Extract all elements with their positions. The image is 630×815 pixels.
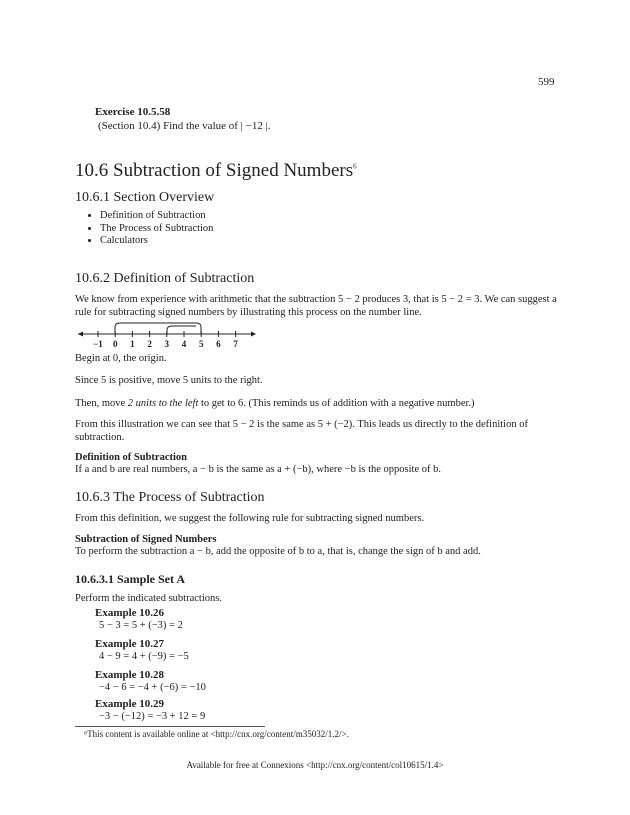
example-math: −3 − (−12) = −3 + 12 = 9 bbox=[99, 711, 206, 722]
number-line-tick-label: 6 bbox=[216, 339, 221, 349]
step-1: Begin at 0, the origin. bbox=[75, 353, 167, 364]
number-line-tick-label: 2 bbox=[147, 339, 152, 349]
overview-item: • Definition of Subtraction bbox=[100, 210, 213, 223]
number-line bbox=[78, 322, 258, 350]
example-label: Example 10.28 bbox=[95, 669, 165, 681]
overview-heading: 10.6.1 Section Overview bbox=[75, 190, 215, 205]
overview-list bbox=[86, 210, 213, 248]
overview-item: • Calculators bbox=[100, 235, 213, 248]
example-math: 5 − 3 = 5 + (−3) = 2 bbox=[99, 620, 183, 631]
number-line-tick-label: 7 bbox=[233, 339, 238, 349]
step-2: Since 5 is positive, move 5 units to the right. bbox=[75, 375, 263, 386]
section-footnote-mark: 6 bbox=[353, 162, 357, 171]
right-arrow-icon bbox=[251, 332, 256, 337]
example-label: Example 10.26 bbox=[95, 607, 165, 619]
exercise-body: (Section 10.4) Find the value of | −12 |. bbox=[98, 120, 271, 132]
left-arrow-icon bbox=[78, 332, 83, 337]
example-math: 4 − 9 = 4 + (−9) = −5 bbox=[99, 651, 189, 662]
step-3-post: to get to 6. (This reminds us of addition with a negative number.) bbox=[198, 398, 475, 409]
example-math: −4 − 6 = −4 + (−6) = −10 bbox=[99, 682, 206, 693]
page-number: 599 bbox=[538, 76, 555, 88]
example-label: Example 10.27 bbox=[95, 638, 165, 650]
definition-conclusion: From this illustration we can see that 5 − 2 is the same as 5 + (−2). This leads us directly to the definition of subtraction. bbox=[75, 419, 528, 443]
sample-set-heading: 10.6.3.1 Sample Set A bbox=[75, 572, 186, 586]
step-3 bbox=[75, 397, 560, 410]
number-line-tick-label: −1 bbox=[93, 339, 103, 349]
rule-body: To perform the subtraction a − b, add the opposite of b to a, that is, change the sign of b and add. bbox=[75, 546, 481, 557]
step-3-emphasis: 2 units to the left bbox=[127, 398, 199, 409]
number-line-tick-label: 3 bbox=[164, 339, 170, 349]
section-title bbox=[75, 160, 357, 182]
example-label: Example 10.29 bbox=[95, 698, 165, 710]
page-footer: Available for free at Connexions <http://cnx.org/content/col10615/1.4> bbox=[186, 760, 444, 770]
number-line-tick-label: 0 bbox=[112, 339, 118, 349]
number-line-tick-label: 1 bbox=[130, 339, 135, 349]
process-intro: From this definition, we suggest the following rule for subtracting signed numbers. bbox=[75, 513, 425, 524]
section-title-text: 10.6 Subtraction of Signed Numbers bbox=[75, 160, 354, 181]
exercise-title: Exercise 10.5.58 bbox=[95, 106, 171, 118]
footnote-rule bbox=[75, 726, 265, 727]
rule-title: Subtraction of Signed Numbers bbox=[75, 534, 217, 545]
move-2-arc bbox=[167, 326, 196, 334]
process-heading: 10.6.3 The Process of Subtraction bbox=[75, 490, 265, 505]
definition-box-body: If a and b are real numbers, a − b is the same as a + (−b), where −b is the opposite of b. bbox=[75, 464, 441, 475]
overview-item: • The Process of Subtraction bbox=[100, 223, 213, 236]
footnote: ⁶This content is available online at <http://cnx.org/content/m35032/1.2/>. bbox=[84, 729, 349, 739]
move-5-arc bbox=[115, 323, 201, 334]
definition-heading: 10.6.2 Definition of Subtraction bbox=[75, 271, 255, 286]
definition-intro: We know from experience with arithmetic that the subtraction 5 − 2 produces 3, that is 5 − 2 = 3. We can suggest a rule for subtracting signed numbers by illustrating this process on the number line. bbox=[75, 294, 557, 318]
number-line-tick-label: 4 bbox=[181, 339, 187, 349]
step-3-pre: Then, move bbox=[75, 398, 128, 409]
definition-box-title: Definition of Subtraction bbox=[75, 452, 188, 463]
number-line-tick-label: 5 bbox=[198, 339, 204, 349]
sample-set-instruction: Perform the indicated subtractions. bbox=[75, 593, 222, 604]
